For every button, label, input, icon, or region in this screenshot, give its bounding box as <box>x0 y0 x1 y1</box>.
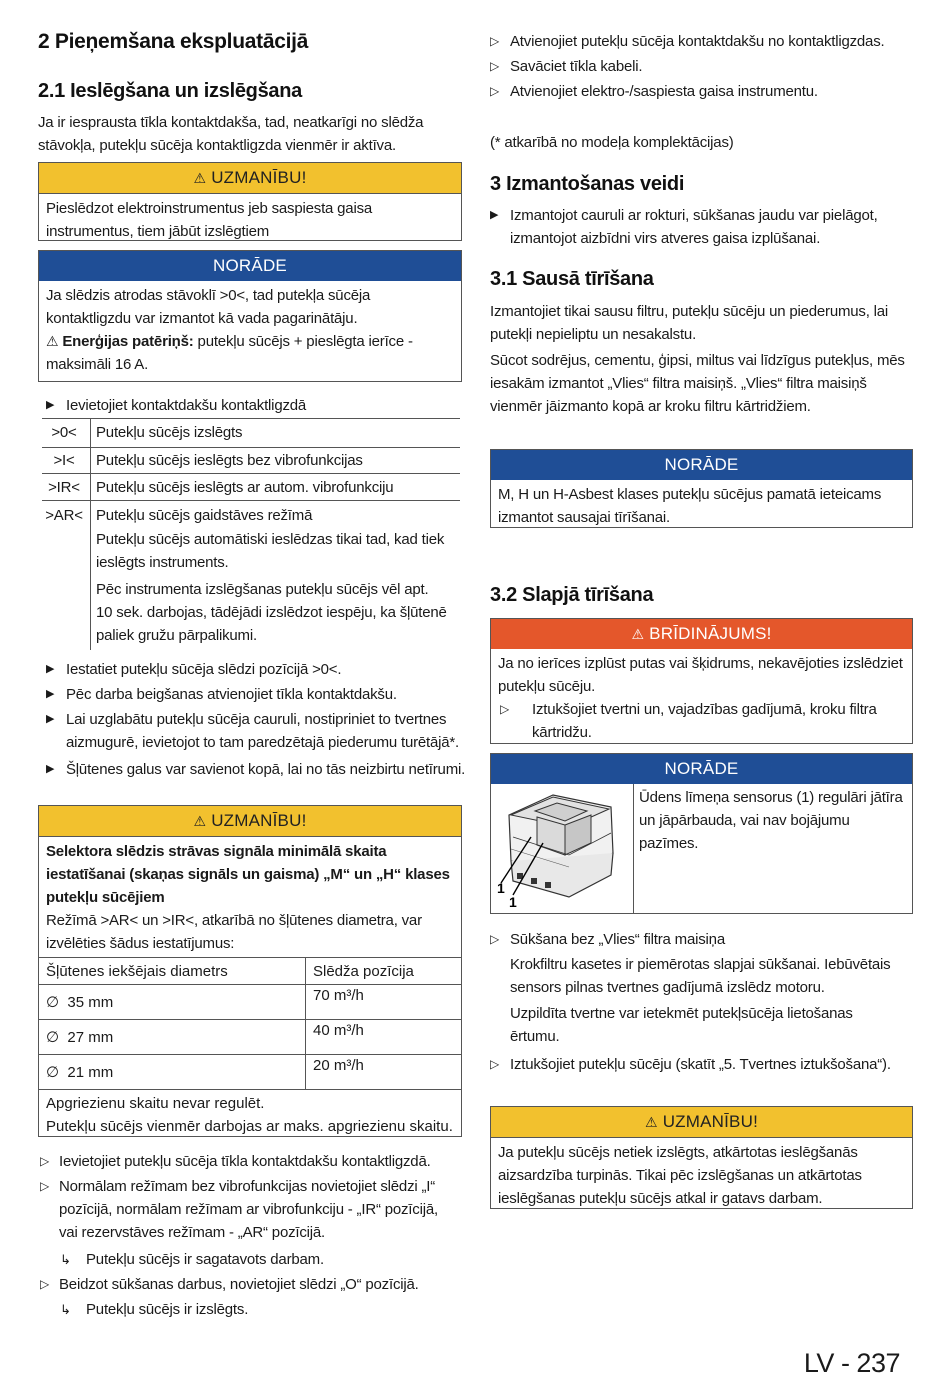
switch-row <box>38 504 460 527</box>
table-cell-diameter: ∅ 35 mm <box>39 985 306 1020</box>
table-row <box>39 1055 461 1090</box>
ar-detail-1: Putekļu sūcējs automātiski ieslēdzas tikai tad, kad tiek ieslēgts instruments. <box>96 531 445 571</box>
warning-triangle-icon: ⚠ <box>631 626 645 642</box>
step-triangle-icon: ▷ <box>490 84 500 98</box>
step-item <box>490 80 910 103</box>
warning-step <box>498 698 905 744</box>
notice-body-1 <box>39 281 461 380</box>
result-item <box>60 1248 458 1271</box>
notice-box-2 <box>490 449 913 528</box>
step-text: Atvienojiet elektro-/saspiesta gaisa instrumentu. <box>510 83 818 100</box>
result-text: Putekļu sūcējs ir sagatavots darbam. <box>86 1251 324 1268</box>
table-footer-row <box>39 1090 461 1141</box>
step-text: Iztukšojiet putekļu sūcēju (skatīt „5. Tvertnes iztukšošana“). <box>510 1056 891 1073</box>
switch-table-line <box>42 473 460 474</box>
warning-triangle-icon: ⚠ <box>193 170 207 186</box>
list-item <box>46 708 460 754</box>
section-3-2-title: 3.2 Slapjā tīrīšana <box>490 584 654 606</box>
step-text: Sūkšana bez „Vlies“ filtra maisiņa <box>510 931 725 948</box>
list-item <box>46 683 460 706</box>
diameter-icon: ∅ <box>46 994 60 1011</box>
list-item <box>490 204 890 250</box>
hose-diameter-table <box>39 957 461 1140</box>
step-triangle-icon: ▷ <box>490 932 500 946</box>
bullet-arrow-icon: ▶ <box>490 209 499 221</box>
caution-note-2: Putekļu sūcējs vienmēr darbojas ar maks. apgriezienu skaitu. <box>46 1118 453 1135</box>
notice-text-3: Ūdens līmeņa sensorus (1) regulāri jātīra un jāpārbauda, vai nav bojājumu pazīmes. <box>639 789 903 852</box>
section-3-1-paragraph-1: Izmantojiet tikai sausu filtru, putekļu sūcēju un piederumus, lai putekļi nepieliptu un nesakalstu. <box>490 303 889 343</box>
table-header-row <box>39 958 461 985</box>
list-item <box>46 758 466 781</box>
notice-box-1 <box>38 250 462 382</box>
step-triangle-icon: ▷ <box>40 1179 50 1193</box>
table-cell-flow: 20 m³/h <box>306 1055 462 1090</box>
energy-label: Enerģijas patēriņš: <box>62 333 194 350</box>
step-triangle-icon: ▷ <box>490 1057 500 1071</box>
result-arrow-icon: ↳ <box>60 1302 71 1317</box>
step-item <box>40 1175 458 1244</box>
caution-header-3 <box>491 1107 912 1138</box>
switch-row <box>38 476 460 499</box>
section-2-1-intro: Ja ir iesprausta tīkla kontaktdakša, tad, neatkarīgi no slēdža stāvokļa, putekļu sūcēja kontaktligzda vienmēr ir aktīva. <box>38 114 424 154</box>
warning-step-text: Iztukšojiet tvertni un, vajadzības gadījumā, kroku filtra kārtridžu. <box>532 701 877 741</box>
notice-text-1: Ja slēdzis atrodas stāvoklī >0<, tad putekļa sūcēja kontaktligzdu var izmantot kā vada pagarinātāju. <box>46 287 371 327</box>
ar-detail-2: Pēc instrumenta izslēgšanas putekļu sūcējs vēl apt. 10 sek. darbojas, tādējādi izslēdzot iespēju, ka šļūtenē paliek gružu pārpalikumi. <box>96 581 447 644</box>
table-cell-diameter: ∅ 27 mm <box>39 1020 306 1055</box>
energy-text: putekļu sūcējs + pieslēgta ierīce - maksimāli 16 A. <box>46 333 413 373</box>
notice-header-3: NORĀDE <box>491 754 912 784</box>
caution-text-1: Pieslēdzot elektroinstrumentus jeb saspiesta gaisa instrumentus, tiem jābūt izslēgtiem <box>46 200 373 240</box>
switch-desc: Putekļu sūcējs gaidstāves režīmā <box>96 507 313 524</box>
warning-header <box>491 619 912 649</box>
caution-text-2: Režīmā >AR< un >IR<, atkarībā no šļūtenes diametra, var izvēlēties šādus iestatījumus: <box>46 912 422 952</box>
list-item-text: Pēc darba beigšanas atvienojiet tīkla kontaktdakšu. <box>66 686 397 703</box>
table-cell-flow: 70 m³/h <box>306 985 462 1020</box>
bullet-arrow-icon: ▶ <box>46 663 55 675</box>
warning-text: Ja no ierīces izplūst putas vai šķidrums, nekavējoties izslēdziet putekļu sūcēju. <box>498 655 903 695</box>
step-text: Atvienojiet putekļu sūcēja kontaktdakšu no kontaktligzdas. <box>510 33 885 50</box>
bullet-arrow-icon: ▶ <box>46 399 55 411</box>
caution-label-3: UZMANĪBU! <box>662 1112 758 1131</box>
section-3-1-paragraph-2: Sūcot sodrējus, cementu, ģipsi, miltus vai līdzīgus putekļus, mēs iesakām izmantot „Vlies“ filtra maisiņš. „Vlies“ filtra maisiņš vienmēr jāizmanto kopā ar kroku filtru kārtridžiem. <box>490 352 905 415</box>
table-cell-diameter: ∅ 21 mm <box>39 1055 306 1090</box>
caution-header-2 <box>39 806 461 837</box>
vacuum-drawing <box>491 785 633 913</box>
diameter-icon: ∅ <box>46 1029 60 1046</box>
step-triangle-icon: ▷ <box>40 1277 50 1291</box>
step-triangle-icon: ▷ <box>490 34 500 48</box>
caution-body-2 <box>39 837 461 957</box>
notice-header-2: NORĀDE <box>491 450 912 480</box>
result-item <box>60 1298 458 1321</box>
bullet-arrow-icon: ▶ <box>46 763 55 775</box>
page-number: LV - 237 <box>803 1348 900 1378</box>
sensor-callout-1: 1 <box>497 880 505 896</box>
caution-box-2 <box>38 805 462 1137</box>
warning-label: BRĪDINĀJUMS! <box>649 624 772 643</box>
section-3-title: 3 Izmantošanas veidi <box>490 173 685 195</box>
table-header-position: Slēdža pozīcija <box>306 958 462 985</box>
warning-triangle-icon: ⚠ <box>46 333 59 349</box>
warning-box <box>490 618 913 744</box>
switch-desc: Putekļu sūcējs ieslēgts ar autom. vibrofunkciju <box>96 479 394 496</box>
step-triangle-icon: ▷ <box>490 59 500 73</box>
list-item-text: Šļūtenes galus var savienot kopā, lai no tās neizbirtu netīrumi. <box>66 761 466 778</box>
notice-header-1: NORĀDE <box>39 251 461 281</box>
switch-desc: Putekļu sūcējs ieslēgts bez vibrofunkcijas <box>96 452 363 469</box>
step-text: Beidzot sūkšanas darbus, novietojiet slēdzi „O“ pozīcijā. <box>59 1276 419 1293</box>
step-item <box>490 30 910 53</box>
step-text: Ievietojiet putekļu sūcēja tīkla kontaktdakšu kontaktligzdā. <box>59 1153 431 1170</box>
list-item-text: Iestatiet putekļu sūcēja slēdzi pozīcijā >0<. <box>66 661 342 678</box>
switch-row <box>38 449 460 472</box>
caution-note-1: Apgriezienu skaitu nevar regulēt. <box>46 1095 265 1112</box>
step-item <box>490 55 910 78</box>
switch-table-line <box>42 500 460 501</box>
bullet-arrow-icon: ▶ <box>46 713 55 725</box>
model-note: (* atkarībā no modeļa komplektācijas) <box>490 134 734 151</box>
caution-label-1: UZMANĪBU! <box>211 168 307 187</box>
bullet-arrow-icon: ▶ <box>46 688 55 700</box>
list-item-text: Izmantojot cauruli ar rokturi, sūkšanas jaudu var pielāgot, izmantojot aizbīdni virs atveres gaisa izplūšanai. <box>510 207 878 247</box>
table-footer <box>39 1090 461 1141</box>
warning-body <box>491 649 912 748</box>
step-item <box>40 1273 458 1296</box>
notice-text-2: M, H un H-Asbest klases putekļu sūcējus pamatā ieteicams izmantot sausajai tīrīšanai. <box>498 486 882 526</box>
switch-symbol: >AR< <box>45 507 83 524</box>
table-row <box>39 1020 461 1055</box>
warning-triangle-icon: ⚠ <box>644 1114 658 1130</box>
step-text: Savāciet tīkla kabeli. <box>510 58 643 75</box>
vacuum-sensor-illustration <box>491 785 633 913</box>
switch-row <box>38 421 460 444</box>
switch-desc: Putekļu sūcējs izslēgts <box>96 424 243 441</box>
plug-in-text: Ievietojiet kontaktdakšu kontaktligzdā <box>66 397 307 414</box>
switch-table-line <box>42 418 460 419</box>
sensor-callout-2: 1 <box>509 894 517 910</box>
section-2-title: 2 Pieņemšana ekspluatācijā <box>38 30 309 53</box>
section-3-1-title: 3.1 Sausā tīrīšana <box>490 268 654 290</box>
diameter-icon: ∅ <box>46 1064 60 1081</box>
switch-symbol: >I< <box>53 452 75 469</box>
notice-3-divider <box>633 784 634 913</box>
wet-paragraph-2: Uzpildīta tvertne var ietekmēt putekļsūcēja lietošanas ērtumu. <box>510 1005 853 1045</box>
caution-header-1 <box>39 163 461 194</box>
notice-box-3 <box>490 753 913 914</box>
step-item <box>490 928 910 951</box>
switch-symbol: >IR< <box>48 479 80 496</box>
section-2-1-title: 2.1 Ieslēgšana un izslēgšana <box>38 80 302 102</box>
caution-text-3: Ja putekļu sūcējs netiek izslēgts, atkārtotas ieslēgšanās aizsardzība turpinās. Tikai pēc izslēgšanas un atkārtotas ieslēgšanas putekļu sūcējs atkal ir gatavs darbam. <box>498 1144 862 1207</box>
result-text: Putekļu sūcējs ir izslēgts. <box>86 1301 249 1318</box>
wet-paragraph-1: Krokfiltru kasetes ir piemērotas slapjai sūkšanai. Iebūvētais sensors pilnas tvertnes gadījumā izslēdz motoru. <box>510 956 891 996</box>
step-item <box>40 1150 458 1173</box>
step-text: Normālam režīmam bez vibrofunkcijas novietojiet slēdzi „I“ pozīcijā, normālam režīmam ar vibrofunkciju - „IR“ pozīcijā, vai rezervstāves režīmam - „AR“ pozīcijā. <box>59 1178 438 1241</box>
list-item <box>46 658 460 681</box>
list-item-text: Lai uzglabātu putekļu sūcēja cauruli, nostipriniet to tvertnes aizmugurē, ievietojot to tam paredzētajā piederumu turētājā*. <box>66 711 460 751</box>
plug-in-bullet <box>46 394 456 417</box>
switch-symbol: >0< <box>51 424 77 441</box>
table-cell-flow: 40 m³/h <box>306 1020 462 1055</box>
table-header-diameter: Šļūtenes iekšējais diametrs <box>39 958 306 985</box>
step-item <box>490 1053 910 1076</box>
step-triangle-icon: ▷ <box>40 1154 50 1168</box>
caution-label-2: UZMANĪBU! <box>211 811 307 830</box>
warning-triangle-icon: ⚠ <box>193 813 207 829</box>
result-arrow-icon: ↳ <box>60 1252 71 1267</box>
caution-box-3 <box>490 1106 913 1209</box>
step-triangle-icon: ▷ <box>500 702 510 716</box>
caution-box-1 <box>38 162 462 241</box>
caution-bold-text-2: Selektora slēdzis strāvas signāla minimālā skaita iestatīšanai (skaņas signāls un gaisma) „M“ un „H“ klases putekļu sūcējiem <box>46 843 450 906</box>
table-row <box>39 985 461 1020</box>
switch-table-line <box>42 447 460 448</box>
